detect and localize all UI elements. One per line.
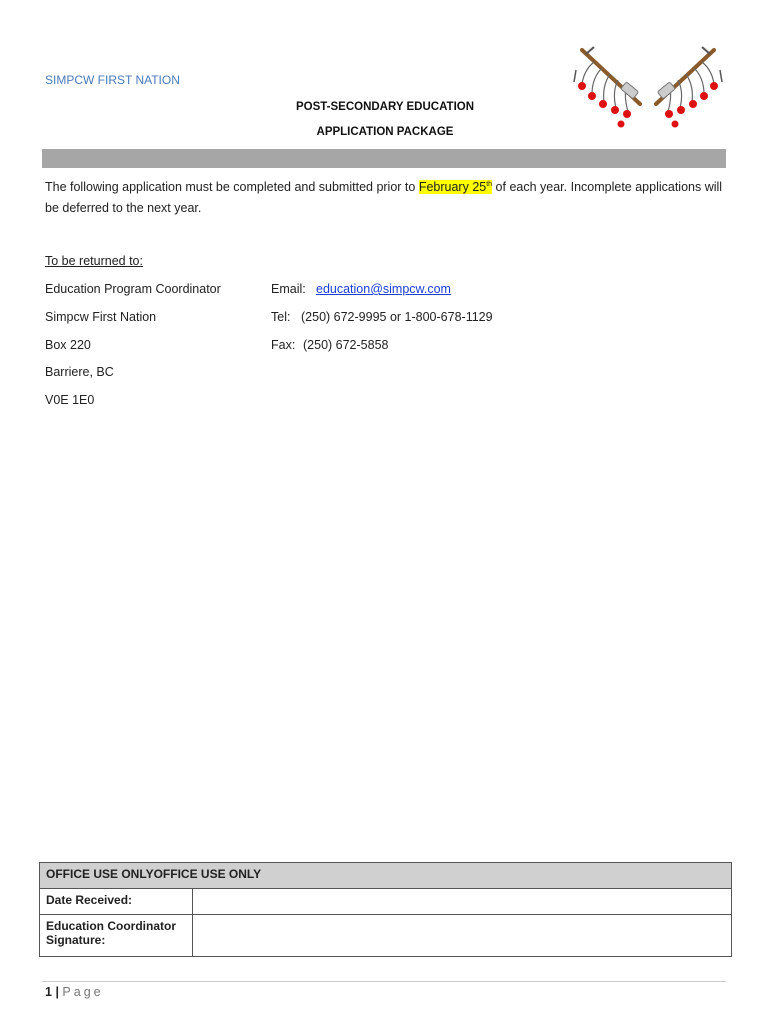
intro-text-before: The following application must be completed and submitted prior to — [45, 180, 419, 194]
deadline-date: February 25 — [418, 180, 487, 194]
deadline-highlight — [419, 180, 492, 194]
address-line-postal: V0E 1E0 — [45, 393, 95, 407]
tel-label: Tel: — [271, 310, 291, 324]
email-row — [271, 282, 451, 296]
office-use-heading: OFFICE USE ONLYOFFICE USE ONLY — [40, 863, 732, 889]
fax-row — [271, 338, 388, 352]
coordinator-signature-field[interactable] — [193, 915, 732, 957]
address-line-coordinator: Education Program Coordinator — [45, 282, 221, 296]
document-title-line1: POST-SECONDARY EDUCATION — [295, 101, 475, 113]
document-title-line2: APPLICATION PACKAGE — [316, 126, 454, 138]
return-heading: To be returned to: — [45, 254, 143, 268]
org-name: SIMPCW FIRST NATION — [45, 73, 180, 87]
coordinator-signature-label: Education Coordinator Signature: — [40, 915, 193, 957]
page-separator: | — [55, 985, 59, 999]
intro-paragraph — [45, 177, 735, 219]
office-use-table — [39, 862, 732, 957]
page-word: Page — [62, 985, 104, 999]
email-link[interactable]: education@simpcw.com — [316, 282, 451, 296]
email-label: Email: — [271, 282, 306, 296]
address-line-nation: Simpcw First Nation — [45, 310, 157, 324]
address-line-city: Barriere, BC — [45, 365, 114, 379]
fax-label: Fax: — [271, 338, 296, 352]
feather-staffs-logo — [572, 42, 724, 136]
page-number: 1 — [45, 985, 52, 999]
page-footer — [45, 985, 104, 999]
date-received-field[interactable] — [193, 889, 732, 915]
address-line-box: Box 220 — [45, 338, 91, 352]
tel-row — [271, 310, 493, 324]
deadline-suffix: th — [486, 180, 493, 188]
section-divider-bar — [42, 149, 726, 168]
tel-value: (250) 672-9995 or 1-800-678-1129 — [301, 310, 493, 324]
intro-text-after: of each year. Incomplete applications will be deferred to the next year. — [45, 180, 723, 215]
date-received-label: Date Received: — [40, 889, 193, 915]
fax-value: (250) 672-5858 — [303, 338, 389, 352]
footer-rule — [42, 981, 726, 982]
